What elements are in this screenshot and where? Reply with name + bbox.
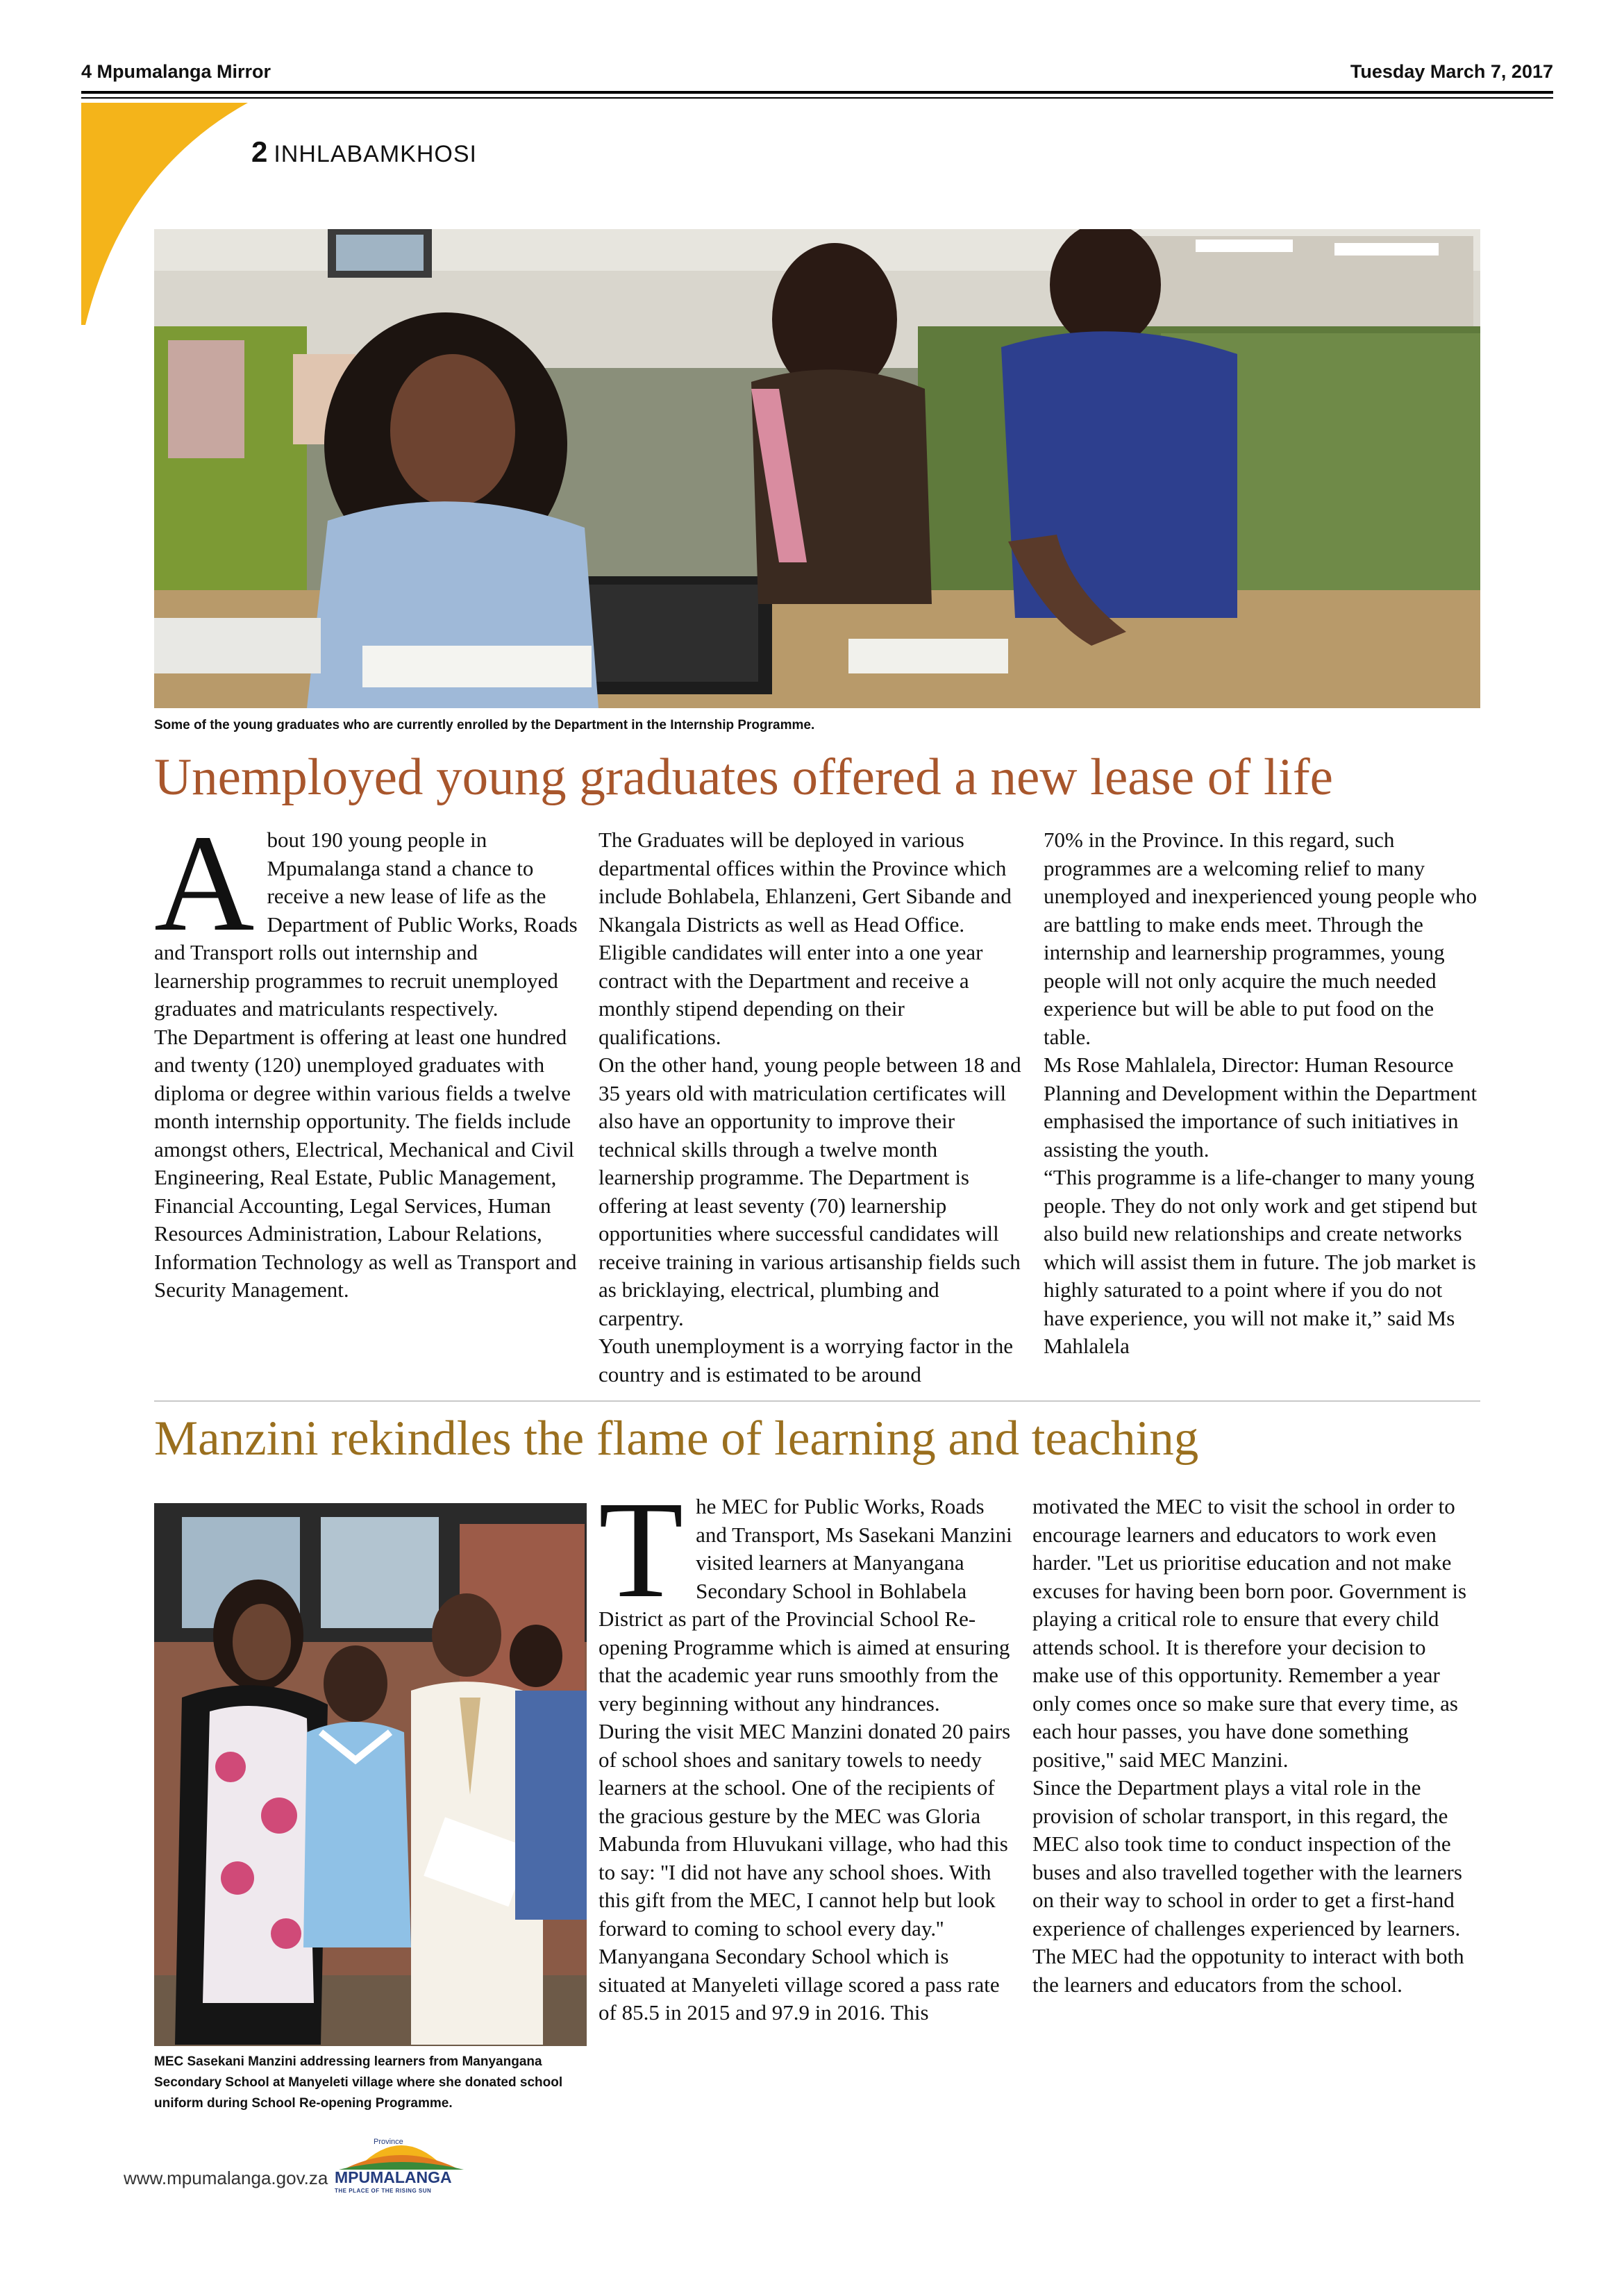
footer-website: www.mpumalanga.gov.za: [124, 2168, 328, 2188]
article2-paragraph: Manyangana Secondary School which is situated at Manyeleti village scored a pass rate of 85.5 in 2015 and 97.9 in 2016. This: [598, 1944, 1000, 2025]
article1-column-2: [598, 826, 1022, 1389]
graduates-office-photo: [154, 229, 1480, 708]
article2-column-2: [1032, 1493, 1470, 1999]
article1-paragraph: Youth unemployment is a worrying factor in the country and is estimated to be around: [598, 1334, 1013, 1386]
article1-paragraph: On the other hand, young people between 18 and 35 years old with matriculation certificates will also have an opportunity to improve their technical skills through a twelve month learnership programme. The Department is offering at least seventy (70) learnership opportunities where successful candidates will receive training in various artisanship fields such as bricklaying, electrical, plumbing and carpentry.: [598, 1053, 1021, 1330]
article1-paragraph: The Department is offering at least one hundred and twenty (120) unemployed graduates with diploma or degree within various fields a twelve month internship opportunity. The fields include amongst others, Electrical, Mechanical and Civil Engineering, Real Estate, Public Management, Financial Accounting, Legal Services, Human Resources Administration, Labour Relations, Information Technology as well as Transport and Security Management.: [154, 1024, 577, 1302]
mpumalanga-logo: [332, 2128, 471, 2197]
logo-small-text: Province: [374, 2138, 403, 2146]
article1-dropcap: A: [154, 807, 255, 960]
article-divider: [154, 1400, 1480, 1402]
article2-column-1: [598, 1473, 1015, 2027]
office-photo-illustration: [154, 229, 1480, 708]
article2-photo-caption: MEC Sasekani Manzini addressing learners from Manyangana Secondary School at Manyeleti village where she donated school uniform during School Re-opening Programme.: [154, 2054, 563, 2111]
section-name: INHLABAMKHOSI: [274, 141, 477, 167]
article1-paragraph: Ms Rose Mahlalela, Director: Human Resource Planning and Development within the Department emphasised the importance of such initiatives in assisting the youth.: [1044, 1053, 1477, 1162]
article2-paragraph: he MEC for Public Works, Roads and Transport, Ms Sasekani Manzini visited learners at Manyangana Secondary School in Bohlabela District as part of the Provincial School Re-opening Programme which is aimed at ensuring that the academic year runs smoothly from the very beginning without any hindrances.: [598, 1494, 1012, 1716]
article2-paragraph: motivated the MEC to visit the school in order to encourage learners and educators to work even harder. ''Let us prioritise education and not make excuses for having been born poor. Government is playing a critical role to ensure that every child attends school. It is therefore your decision to make use of this opportunity. Remember a year only comes once so make sure that every time, as each hour passes, you have done something positive,'' said MEC Manzini.: [1032, 1494, 1467, 1772]
article1-column-3: [1044, 826, 1477, 1361]
article1-paragraph: “This programme is a life-changer to many young people. They do not only work and get stipend but also build new relationships and create networks which will assist them in future. The job market is highly saturated to a point where if you do not have experience, you will not make it,” said Ms Mahlalela: [1044, 1165, 1477, 1358]
section-number: 2: [251, 135, 269, 168]
rising-sun-logo-icon: [332, 2128, 471, 2170]
logo-tagline: THE PLACE OF THE RISING SUN: [335, 2188, 432, 2194]
article1-paragraph: The Graduates will be deployed in various departmental offices within the Province which include Bohlabela, Ehlanzeni, Gert Sibande and Nkangala Districts as well as Head Office. Eligible candidates will enter into a one year contract with the Department and receive a monthly stipend depending on their qualifications.: [598, 828, 1012, 1049]
masthead-publication: 4 Mpumalanga Mirror: [81, 61, 271, 82]
article1-column-1: [154, 807, 578, 1305]
section-label: [251, 135, 477, 169]
logo-name: MPUMALANGA: [335, 2168, 452, 2186]
masthead-rule: [81, 91, 1553, 94]
article1-headline: Unemployed young graduates offered a new lease of life: [154, 748, 1333, 806]
article2-dropcap: T: [598, 1473, 684, 1627]
masthead-rule-thin: [81, 97, 1553, 99]
article2-headline: Manzini rekindles the flame of learning and teaching: [154, 1411, 1199, 1466]
article1-paragraph: 70% in the Province. In this regard, such programmes are a welcoming relief to many unemployed and inexperienced young people who are battling to make ends meet. Through the internship and learnership programmes, young people will not only acquire the much needed experience but will be able to put food on the table.: [1044, 828, 1477, 1049]
article1-paragraph: bout 190 young people in Mpumalanga stand a chance to receive a new lease of life as the Department of Public Works, Roads and Transport rolls out internship and learnership programmes to recruit unemployed graduates and matriculants respectively.: [154, 828, 578, 1021]
mec-photo-illustration: [154, 1503, 587, 2046]
mec-learners-photo: [154, 1503, 587, 2046]
article2-paragraph: During the visit MEC Manzini donated 20 pairs of school shoes and sanitary towels to needy learners at the school. One of the recipients of the gracious gesture by the MEC was Gloria Mabunda from Hluvukani village, who had this to say: ''I did not have any school shoes. With this gift from the MEC, I cannot help but look forward to coming to school every day.'': [598, 1719, 1011, 1941]
article2-paragraph: Since the Department plays a vital role in the provision of scholar transport, in this regard, the MEC also took time to conduct inspection of the buses and also travelled together with the learners on their way to school in order to get a first-hand experience of challenges experienced by learners. The MEC had the oppotunity to interact with both the learners and educators from the school.: [1032, 1775, 1464, 1997]
masthead-date: Tuesday March 7, 2017: [1350, 61, 1553, 82]
article1-photo-caption: Some of the young graduates who are currently enrolled by the Department in the Internship Programme.: [154, 718, 815, 732]
